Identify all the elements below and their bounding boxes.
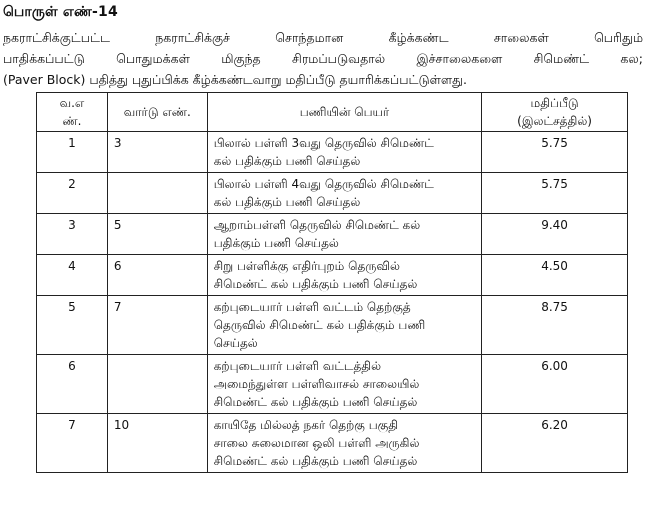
amount-cell: 4.50 [482,255,628,296]
work-line: சாலை சுலைமான ஒலி பள்ளி அருகில் [213,436,420,450]
work-cell [207,355,481,414]
ward-cell: 6 [107,255,207,296]
amount-cell: 5.75 [482,173,628,214]
work-line: கற்புடையார் பள்ளி வட்டத்தில் [213,359,382,373]
work-cell [207,214,481,255]
work-line: ஆறாம்பள்ளி தெருவில் சிமெண்ட் கல் [213,218,421,232]
amount-cell: 8.75 [482,296,628,355]
work-line: கற்புடையார் பள்ளி வட்டம் தெற்குத் [213,300,411,314]
table-header-row [37,93,628,132]
work-line: காயிதே மில்லத் நகர் தெற்கு பகுதி [213,418,399,432]
work-line: அமைந்துள்ள பள்ளிவாசல் சாலையில் [213,377,420,391]
serial-cell: 4 [37,255,108,296]
work-cell [207,173,481,214]
header-serial-number [37,93,108,132]
table-row [37,173,628,214]
table-row [37,296,628,355]
serial-cell: 7 [37,414,108,473]
header-estimate-line: மதிப்பீடு [530,96,579,110]
work-line: தெருவில் சிமெண்ட் கல் பதிக்கும் பணி [213,318,426,332]
work-line: கல் பதிக்கும் பணி செய்தல் [213,154,361,168]
header-serial-line: ண். [62,114,82,128]
works-table [36,92,628,473]
work-line: சிமெண்ட் கல் பதிக்கும் பணி செய்தல் [213,277,418,291]
ward-cell [107,173,207,214]
header-estimate-line: (இலட்சத்தில்) [517,114,592,128]
serial-cell: 3 [37,214,108,255]
amount-cell: 9.40 [482,214,628,255]
work-line: சிமெண்ட் கல் பதிக்கும் பணி செய்தல் [213,454,418,468]
table-row [37,132,628,173]
work-cell [207,132,481,173]
table-row [37,255,628,296]
work-line: பிலால் பள்ளி 3வது தெருவில் சிமெண்ட் [213,136,434,150]
work-line: பிலால் பள்ளி 4வது தெருவில் சிமெண்ட் [213,177,434,191]
subject-heading: பொருள் எண்-14 [3,4,118,20]
ward-cell: 5 [107,214,207,255]
ward-cell: 10 [107,414,207,473]
ward-cell: 7 [107,296,207,355]
intro-paragraph [3,27,643,90]
amount-cell: 6.20 [482,414,628,473]
work-cell [207,296,481,355]
ward-cell [107,355,207,414]
work-cell [207,414,481,473]
amount-cell: 6.00 [482,355,628,414]
intro-line: பாதிக்கப்பட்டு பொதுமக்கள் மிகுந்த சிரமப்படுவதால் இச்சாலைகளை சிமெண்ட் கல; [3,51,643,66]
serial-cell: 5 [37,296,108,355]
header-ward-number: வார்டு எண். [107,93,207,132]
intro-line: நகராட்சிக்குட்பட்ட நகராட்சிக்குச் சொந்தமான கீழ்க்கண்ட சாலைகள் பெரிதும் [3,30,643,45]
ward-cell: 3 [107,132,207,173]
serial-cell: 2 [37,173,108,214]
header-serial-line: வ.எ [59,96,85,110]
table-row [37,355,628,414]
serial-cell: 1 [37,132,108,173]
work-line: கல் பதிக்கும் பணி செய்தல் [213,195,361,209]
work-line: பதிக்கும் பணி செய்தல் [213,236,339,250]
amount-cell: 5.75 [482,132,628,173]
serial-cell: 6 [37,355,108,414]
intro-line: (Paver Block) பதித்து புதுப்பிக்க கீழ்க்கண்டவாறு மதிப்பீடு தயாரிக்கப்பட்டுள்ளது. [3,72,467,87]
work-line: செய்தல் [213,336,258,350]
table-row [37,414,628,473]
header-estimate [482,93,628,132]
header-work-name: பணியின் பெயர் [207,93,481,132]
work-line: சிறு பள்ளிக்கு எதிர்புறம் தெருவில் [213,259,400,273]
work-line: சிமெண்ட் கல் பதிக்கும் பணி செய்தல் [213,395,418,409]
table-row [37,214,628,255]
work-cell [207,255,481,296]
